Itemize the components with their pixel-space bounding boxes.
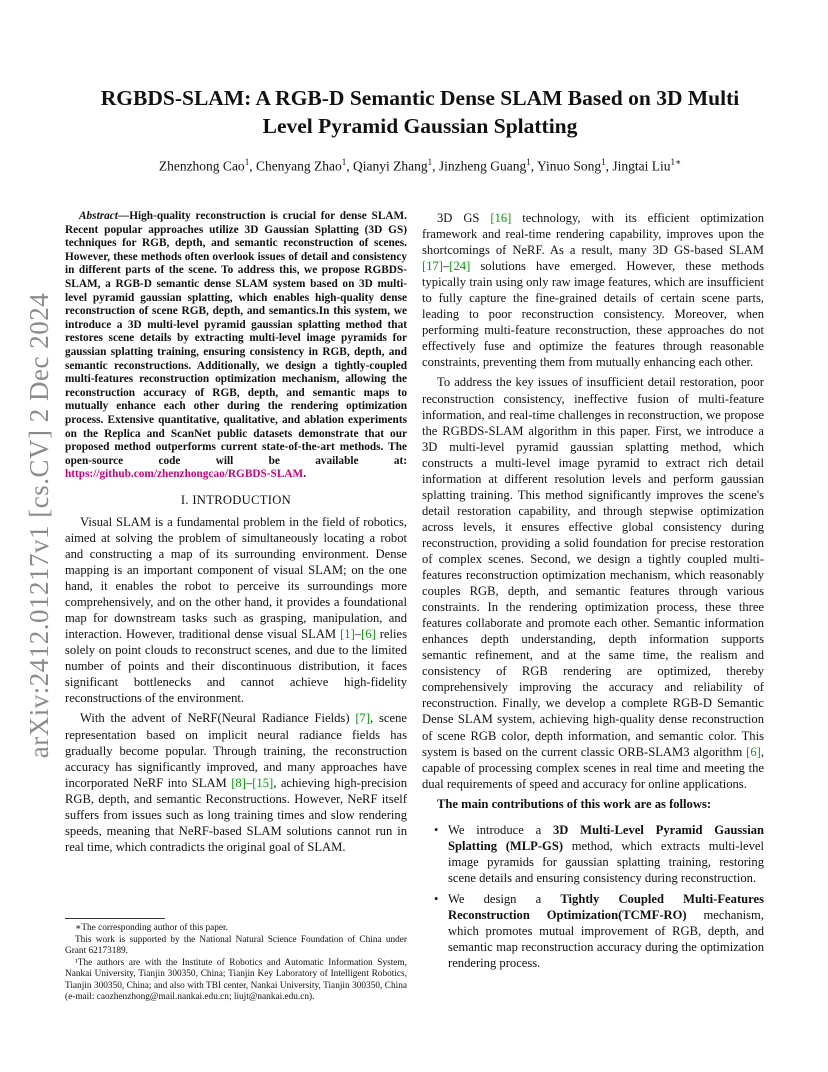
text: We introduce a: [448, 822, 553, 837]
author: Jinzheng Guang: [438, 158, 527, 174]
text: , achieving high-precision RGB, depth, and semantic Reconstructions. However, NeRF itself suffers from issues such as long training times and slow rendering speeds, meaning that NeRF-based SLAM solutions cannot run in real time, which contradicts the original goal of SLAM.: [65, 775, 407, 854]
footnote-funding: This work is supported by the National Natural Science Foundation of China under Grant 62173189.: [65, 934, 407, 956]
intro-paragraph-2: [65, 710, 407, 854]
footnote-corresponding: ∗The corresponding author of this paper.: [75, 923, 228, 933]
text: –: [245, 775, 253, 790]
text: With the advent of NeRF(Neural Radiance Fields): [80, 711, 356, 726]
text: technology, with its efficient optimization framework and real-time rendering capability, improves upon the shortcomings of NeRF. As a result, many 3D GS-based SLAM: [422, 211, 764, 258]
code-link[interactable]: https://github.com/zhenzhongcao/RGBDS-SLAM: [65, 468, 304, 481]
citation-link[interactable]: [6]: [361, 627, 376, 642]
list-item: [434, 891, 764, 971]
bullet-icon: •: [434, 822, 439, 837]
arxiv-stamp: [20, 290, 60, 760]
contribution-name: Tightly Coupled Multi-Features Reconstruction Optimization(TCMF-RO): [448, 891, 764, 922]
bullet-icon: •: [434, 891, 439, 906]
author: Chenyang Zhao: [255, 158, 342, 174]
contributions-heading: The main contributions of this work are as follows:: [437, 796, 712, 811]
contributions-list: [422, 822, 764, 971]
citation-link[interactable]: [8]: [231, 775, 246, 790]
citation-link[interactable]: [16]: [490, 211, 512, 225]
text: 3D GS: [437, 211, 491, 225]
citation-link[interactable]: [24]: [449, 259, 471, 274]
text: solutions have emerged. However, these methods typically train using only raw image features, which are insufficient to fully capture the fine-grained details of certain scene parts, leading to poor reconstruction consistency. Moreover, when performing multi-feature reconstruction, these approaches do not effectively fuse and optimize the features through reasonable constraints, preventing them from mutually enhancing each other.: [422, 259, 764, 370]
abstract: [65, 210, 407, 482]
text: Visual SLAM is a fundamental problem in the field of robotics, aimed at solving the problem of simultaneously locating a robot and constructing a map of its surrounding environment. Dense mapping is an important component of visual SLAM; on the one hand, it enables the robot to perceive its surroundings more comprehensively, and on the other hand, it provides a foundational map for downstream tasks such as grasping, manipulation, and interaction. However, traditional dense visual SLAM: [65, 514, 407, 642]
text: We design a: [448, 891, 561, 906]
author: Jingtai Liu: [612, 158, 671, 174]
author: Qianyi Zhang: [353, 158, 428, 174]
citation-link[interactable]: [7]: [355, 711, 371, 726]
intro-paragraph-1: [65, 514, 407, 707]
text: mechanism, which promotes mutual improvement of RGB, depth, and semantic map reconstruction accuracy during the optimization rendering process.: [448, 907, 764, 971]
abstract-end: .: [303, 468, 307, 481]
footnote-divider: [65, 918, 165, 919]
citation-link[interactable]: [17]: [422, 259, 443, 274]
text: To address the key issues of insufficient detail restoration, poor reconstruction consistency, ineffective fusion of multi-feature information, and real-time challenges in reconstruction, we propose the RGBDS-SLAM algorithm in this paper. First, we introduce a 3D multi-level pyramid gaussian splatting method, which constructs a multi-level image pyramid to extract rich detail information at different resolution levels and perform gaussian splatting training. This method significantly improves the scene's detail restoration capability, and through stepwise optimization across levels, it ensures effective global consistency during reconstruction, providing a solid foundation for precise restoration of complex scenes. Second, we design a tightly coupled multi-features reconstruction optimization mechanism, which reasonably couples RGB, depth, and semantic features through various constraints. In the rendering optimization process, these three features collaborate and promote each other. Semantic information enhances depth understanding, depth information supports semantic refinement, and at the same time, the realism and consistency of RGB rendering are optimized, thereby comprehensively improving the accuracy and reliability of reconstruction. Finally, we develop a complete RGB-D Semantic Dense SLAM system, achieving high-quality dense reconstruction of scene RGB color, depth information, and semantic color. This system is based on the current classic ORB-SLAM3 algorithm: [422, 375, 764, 759]
author-affiliation: 1: [526, 157, 531, 167]
author-list: Zhenzhong Cao$^1$, Chenyang Zhao$^1$, Qianyi Zhang$^1$, Jinzheng Guang$^1$, Yinuo Song$^1$, Jingtai Liu$^{1∗}$: [158, 157, 682, 174]
citation-link[interactable]: [1]: [340, 627, 355, 642]
author-affiliation: 1: [341, 157, 347, 167]
text: , scene representation based on implicit neural radiance fields has gradually become popular. Through training, the reconstruction accuracy has significantly improved, and many approaches have incorporated NeRF into SLAM: [65, 711, 407, 790]
intro-paragraph-3: [422, 210, 764, 370]
author-affiliation: 1∗: [670, 157, 682, 167]
abstract-text: —High-quality reconstruction is crucial for dense SLAM. Recent popular approaches utilize 3D Gaussian Splatting (3D GS) techniques for RGB, depth, and semantic reconstruction of scenes. However, these methods often overlook issues of detail and consistency in different parts of the scene. To address this, we propose RGBDS-SLAM, a RGB-D semantic dense SLAM system based on 3D multi-level pyramid gaussian splatting, which enables high-quality dense reconstruction of scene RGB, depth, and semantics.In this system, we introduce a 3D multi-level pyramid gaussian splatting method that restores scene details by extracting multi-level image pyramids for gaussian splatting training, ensuring consistency in RGB, depth, and semantic reconstructions. Additionally, we design a tightly-coupled multi-features reconstruction optimization mechanism, allowing the reconstruction accuracy of RGB, depth, and semantic maps to mutually enhance each other during the rendering optimization process. Extensive quantitative, qualitative, and ablation experiments on the Replica and ScanNet public datasets demonstrate that our proposed method outperforms current state-of-the-art methods. The open-source code will be available at:: [65, 210, 407, 467]
citation-link[interactable]: [15]: [252, 775, 274, 790]
section-heading: I. INTRODUCTION: [180, 492, 292, 507]
text: method, which extracts multi-level image pyramids for gaussian splatting training, restoring scene details and ensuring consistency during reconstruction.: [448, 838, 764, 885]
author-affiliation: 1: [244, 157, 250, 167]
arxiv-identifier: arXiv:2412.01217v1 [cs.CV] 2 Dec 2024: [24, 292, 55, 758]
contribution-name: 3D Multi-Level Pyramid Gaussian Splatting (MLP-GS): [448, 822, 764, 853]
intro-paragraph-4: [422, 374, 764, 791]
text: –: [442, 259, 450, 274]
abstract-label: Abstract: [79, 210, 118, 222]
author: Zhenzhong Cao: [158, 158, 245, 174]
footnotes: [65, 918, 407, 1004]
text: , capable of processing complex scenes in real time and meeting the dual requirements of speed and accuracy for online applications.: [422, 744, 764, 791]
footnote-affiliation: ¹The authors are with the Institute of Robotics and Automatic Information System, Nankai University, Tianjin 300350, China; Tianjin Key Laboratory of Intelligent Robotics, Tianjin 300350, China; and also with TBI center, Nankai University, Tianjin 300350, China (e-mail: caozhenzhong@mail.nankai.edu.cn; liujt@nankai.edu.cn).: [65, 957, 407, 1002]
author-affiliation: 1: [427, 157, 433, 167]
author: Yinuo Song: [537, 158, 602, 174]
text: relies solely on point clouds to reconstruct scenes, and due to the limited number of points and their discontinuous distribution, it faces significant bottlenecks and cannot achieve high-fidelity reconstructions of the environment.: [65, 627, 408, 706]
paper-title: RGBDS-SLAM: A RGB-D Semantic Dense SLAM Based on 3D Multi Level Pyramid Gaussian Splatting: [100, 86, 740, 138]
list-item: [434, 822, 764, 886]
left-column: [65, 210, 407, 855]
text: –: [354, 627, 362, 642]
right-column: [422, 210, 764, 976]
citation-link[interactable]: [6]: [746, 744, 761, 759]
author-affiliation: 1: [601, 157, 606, 167]
